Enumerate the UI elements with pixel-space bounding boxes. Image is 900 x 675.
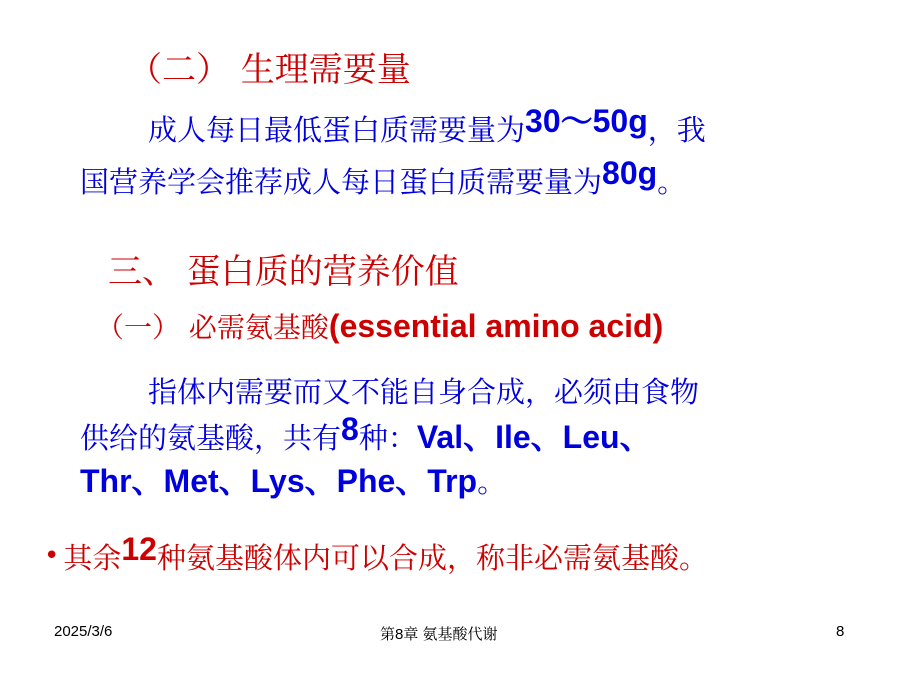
text: 种：: [358, 421, 417, 455]
amino-acids: Val、Ile、Leu、: [416, 419, 652, 455]
bullet-nonessential: [44, 531, 708, 577]
paragraph-amino-list-2: [80, 456, 506, 502]
footer-date: 2025/3/6: [54, 623, 113, 640]
english-term: (essential amino acid): [328, 308, 664, 344]
text: 种氨基酸体内可以合成，称非必需氨基酸。: [156, 541, 708, 575]
paragraph-recommended-requirement: [80, 155, 687, 201]
value-range: 30～50g: [525, 103, 648, 139]
text: 。: [477, 465, 507, 499]
count: 8: [341, 411, 359, 447]
amino-acids: Thr、Met、Lys、Phe、Trp: [80, 463, 478, 499]
section-heading-physiological-requirement: （二） 生理需要量: [128, 50, 411, 90]
bullet-icon: •: [44, 541, 60, 571]
text: ，我: [647, 113, 706, 147]
text: 其余: [63, 541, 122, 575]
section-heading-nutritional-value: 三、 蛋白质的营养价值: [108, 252, 459, 292]
text: 供给的氨基酸，共有: [80, 421, 342, 455]
paragraph-amino-list-1: [80, 412, 652, 458]
text: 成人每日最低蛋白质需要量为: [148, 113, 526, 147]
count: 12: [121, 531, 157, 567]
paragraph-definition: 指体内需要而又不能自身合成，必须由食物: [148, 375, 700, 409]
value-recommended: 80g: [602, 155, 658, 191]
footer-page-number: 8: [836, 623, 845, 640]
text: 。: [657, 165, 687, 199]
subheading-essential-amino-acid: [96, 306, 663, 346]
footer-title: 第8章 氨基酸代谢: [380, 626, 498, 643]
paragraph-min-requirement: [148, 104, 706, 150]
text: （一） 必需氨基酸: [96, 311, 329, 344]
text: 国营养学会推荐成人每日蛋白质需要量为: [80, 165, 603, 199]
